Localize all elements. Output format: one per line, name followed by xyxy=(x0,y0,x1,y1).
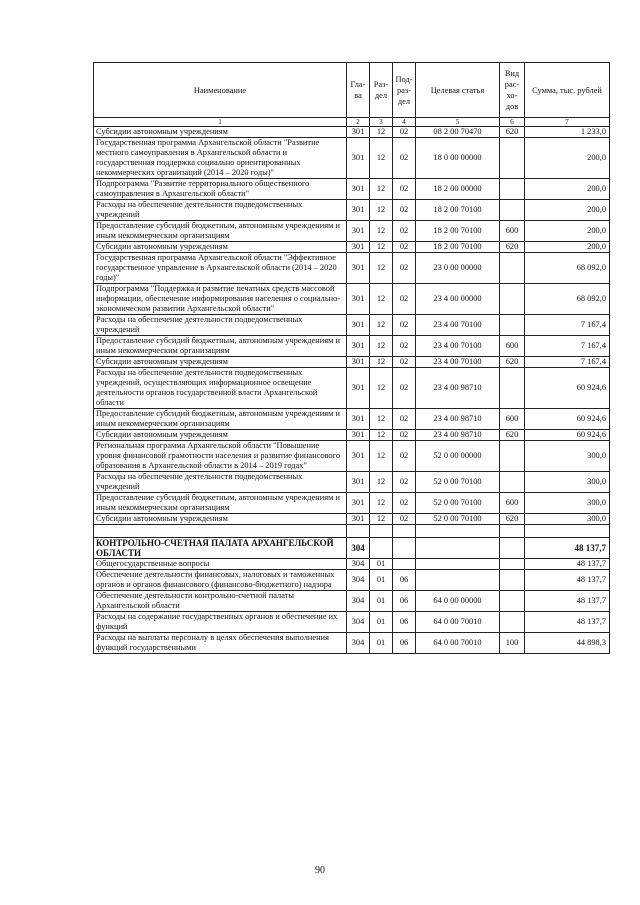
table-row xyxy=(94,514,610,525)
row-expense-type xyxy=(500,179,525,200)
row-razdel: 12 xyxy=(370,357,393,368)
row-target-article: 23 4 00 98710 xyxy=(416,409,500,430)
row-razdel: 12 xyxy=(370,253,393,284)
table-row xyxy=(94,200,610,221)
section-podrazdel xyxy=(393,538,416,559)
row-name: Государственная программа Архангельской области "Эффективное государственное управление в Архангельской области (2014 – 2020 годы)" xyxy=(94,253,347,284)
row-expense-type xyxy=(500,441,525,472)
row-sum: 48 137,7 xyxy=(525,612,610,633)
row-podrazdel: 02 xyxy=(393,200,416,221)
row-glava: 301 xyxy=(347,253,370,284)
row-expense-type xyxy=(500,253,525,284)
row-target-article: 64 0 00 70010 xyxy=(416,633,500,654)
section-target xyxy=(416,538,500,559)
row-glava: 304 xyxy=(347,570,370,591)
section-glava: 304 xyxy=(347,538,370,559)
row-name: Субсидии автономным учреждениям xyxy=(94,514,347,525)
table-row xyxy=(94,127,610,138)
section-vid xyxy=(500,538,525,559)
row-razdel: 12 xyxy=(370,221,393,242)
table-row xyxy=(94,559,610,570)
row-podrazdel: 02 xyxy=(393,253,416,284)
column-number: 3 xyxy=(370,118,393,127)
row-sum: 300,0 xyxy=(525,441,610,472)
row-sum: 300,0 xyxy=(525,472,610,493)
row-razdel: 12 xyxy=(370,242,393,253)
column-number: 2 xyxy=(347,118,370,127)
row-glava: 301 xyxy=(347,179,370,200)
table-row xyxy=(94,441,610,472)
table-row xyxy=(94,472,610,493)
row-sum: 200,0 xyxy=(525,242,610,253)
row-name: Расходы на обеспечение деятельности подведомственных учреждений, осуществляющих информационное освещение деятельности органов государственной власти Архангельской области xyxy=(94,368,347,409)
budget-table xyxy=(93,62,610,654)
row-glava: 301 xyxy=(347,514,370,525)
row-razdel: 01 xyxy=(370,559,393,570)
row-target-article: 23 0 00 00000 xyxy=(416,253,500,284)
row-glava: 301 xyxy=(347,242,370,253)
row-glava: 301 xyxy=(347,430,370,441)
row-target-article: 23 4 00 70100 xyxy=(416,357,500,368)
row-name: Общегосударственные вопросы xyxy=(94,559,347,570)
table-row xyxy=(94,336,610,357)
table-row xyxy=(94,430,610,441)
table-row xyxy=(94,138,610,179)
table-row xyxy=(94,493,610,514)
row-podrazdel: 06 xyxy=(393,591,416,612)
row-podrazdel xyxy=(393,559,416,570)
row-name: Субсидии автономным учреждениям xyxy=(94,430,347,441)
row-expense-type xyxy=(500,591,525,612)
row-expense-type: 620 xyxy=(500,514,525,525)
row-target-article: 52 0 00 70100 xyxy=(416,514,500,525)
row-name: Обеспечение деятельности контрольно-счетной палаты Архангельской области xyxy=(94,591,347,612)
row-podrazdel: 02 xyxy=(393,221,416,242)
row-name: Предоставление субсидий бюджетным, автономным учреждениям и иным некоммерческим организациям xyxy=(94,409,347,430)
row-target-article: 18 2 00 70100 xyxy=(416,242,500,253)
row-razdel: 12 xyxy=(370,368,393,409)
header-podrazdel: Под-раз-дел xyxy=(393,63,416,118)
row-razdel: 12 xyxy=(370,514,393,525)
row-sum: 7 167,4 xyxy=(525,336,610,357)
row-razdel: 12 xyxy=(370,284,393,315)
column-number: 4 xyxy=(393,118,416,127)
section-header-row xyxy=(94,538,610,559)
column-number: 6 xyxy=(500,118,525,127)
row-expense-type xyxy=(500,200,525,221)
row-sum: 68 092,0 xyxy=(525,253,610,284)
page-number: 90 xyxy=(315,865,325,876)
row-razdel: 01 xyxy=(370,591,393,612)
row-razdel: 12 xyxy=(370,138,393,179)
row-expense-type xyxy=(500,559,525,570)
row-glava: 301 xyxy=(347,200,370,221)
row-podrazdel: 02 xyxy=(393,179,416,200)
row-target-article: 23 4 00 70100 xyxy=(416,336,500,357)
row-target-article: 52 0 00 70100 xyxy=(416,472,500,493)
budget-table-sheet xyxy=(93,62,609,654)
row-sum: 200,0 xyxy=(525,138,610,179)
row-name: Подпрограмма "Развитие территориального общественного самоуправления в Архангельской области" xyxy=(94,179,347,200)
row-sum: 68 092,0 xyxy=(525,284,610,315)
row-sum: 60 924,6 xyxy=(525,430,610,441)
table-row xyxy=(94,368,610,409)
row-glava: 301 xyxy=(347,221,370,242)
row-sum: 48 137,7 xyxy=(525,591,610,612)
row-name: Субсидии автономным учреждениям xyxy=(94,242,347,253)
row-sum: 48 137,7 xyxy=(525,559,610,570)
row-expense-type xyxy=(500,472,525,493)
row-target-article: 08 2 00 70470 xyxy=(416,127,500,138)
row-name: Расходы на обеспечение деятельности подведомственных учреждений xyxy=(94,315,347,336)
row-target-article: 64 0 00 70010 xyxy=(416,612,500,633)
row-podrazdel: 02 xyxy=(393,315,416,336)
row-target-article: 52 0 00 70100 xyxy=(416,493,500,514)
row-podrazdel: 06 xyxy=(393,633,416,654)
row-razdel: 12 xyxy=(370,200,393,221)
empty-row xyxy=(94,525,610,538)
table-row xyxy=(94,591,610,612)
row-podrazdel: 02 xyxy=(393,138,416,179)
row-sum: 60 924,6 xyxy=(525,368,610,409)
row-target-article: 23 4 00 98710 xyxy=(416,430,500,441)
row-glava: 301 xyxy=(347,472,370,493)
table-row xyxy=(94,253,610,284)
table-row xyxy=(94,179,610,200)
column-number: 7 xyxy=(525,118,610,127)
table-body-second xyxy=(94,559,610,654)
row-expense-type: 600 xyxy=(500,493,525,514)
row-expense-type xyxy=(500,315,525,336)
row-sum: 300,0 xyxy=(525,493,610,514)
row-glava: 301 xyxy=(347,127,370,138)
row-expense-type: 600 xyxy=(500,409,525,430)
row-name: Расходы на содержание государственных органов и обеспечение их функций xyxy=(94,612,347,633)
header-target-article: Целевая статья xyxy=(416,63,500,118)
row-glava: 301 xyxy=(347,368,370,409)
row-name: Расходы на выплаты персоналу в целях обеспечения выполнения функций государственными xyxy=(94,633,347,654)
row-podrazdel: 02 xyxy=(393,409,416,430)
row-podrazdel: 02 xyxy=(393,514,416,525)
row-glava: 301 xyxy=(347,409,370,430)
row-expense-type: 100 xyxy=(500,633,525,654)
row-target-article: 23 4 00 00000 xyxy=(416,284,500,315)
table-body-first xyxy=(94,127,610,525)
row-razdel: 12 xyxy=(370,179,393,200)
row-glava: 301 xyxy=(347,315,370,336)
row-target-article: 64 0 00 00000 xyxy=(416,591,500,612)
row-podrazdel: 06 xyxy=(393,570,416,591)
row-razdel: 12 xyxy=(370,315,393,336)
row-razdel: 12 xyxy=(370,430,393,441)
row-name: Региональная программа Архангельской области "Повышение уровня финансовой грамотности населения и развитие финансового образования в Архангельской области в 2014 – 2019 годах" xyxy=(94,441,347,472)
row-podrazdel: 02 xyxy=(393,336,416,357)
row-name: Предоставление субсидий бюджетным, автономным учреждениям и иным некоммерческим организациям xyxy=(94,336,347,357)
row-expense-type xyxy=(500,138,525,179)
row-podrazdel: 02 xyxy=(393,441,416,472)
row-razdel: 01 xyxy=(370,633,393,654)
section-razdel xyxy=(370,538,393,559)
row-name: Предоставление субсидий бюджетным, автономным учреждениям и иным некоммерческим организациям xyxy=(94,493,347,514)
row-expense-type: 600 xyxy=(500,336,525,357)
row-razdel: 12 xyxy=(370,441,393,472)
table-row xyxy=(94,612,610,633)
row-expense-type xyxy=(500,368,525,409)
row-target-article: 18 2 00 70100 xyxy=(416,200,500,221)
row-razdel: 12 xyxy=(370,409,393,430)
row-podrazdel: 02 xyxy=(393,430,416,441)
row-razdel: 12 xyxy=(370,493,393,514)
section-sum: 48 137,7 xyxy=(525,538,610,559)
row-podrazdel: 02 xyxy=(393,357,416,368)
header-razdel: Раз-дел xyxy=(370,63,393,118)
row-glava: 301 xyxy=(347,138,370,179)
row-expense-type: 620 xyxy=(500,242,525,253)
column-number: 5 xyxy=(416,118,500,127)
row-target-article: 23 4 00 98710 xyxy=(416,368,500,409)
row-sum: 200,0 xyxy=(525,221,610,242)
row-glava: 301 xyxy=(347,284,370,315)
row-target-article: 18 0 00 00000 xyxy=(416,138,500,179)
row-expense-type: 600 xyxy=(500,221,525,242)
row-expense-type: 620 xyxy=(500,127,525,138)
row-sum: 200,0 xyxy=(525,179,610,200)
header-sum: Сумма, тыс. рублей xyxy=(525,63,610,118)
row-sum: 60 924,6 xyxy=(525,409,610,430)
row-target-article xyxy=(416,559,500,570)
row-razdel: 12 xyxy=(370,127,393,138)
row-sum: 7 167,4 xyxy=(525,315,610,336)
row-name: Предоставление субсидий бюджетным, автономным учреждениям и иным некоммерческим организациям xyxy=(94,221,347,242)
row-razdel: 01 xyxy=(370,612,393,633)
table-row xyxy=(94,570,610,591)
table-row xyxy=(94,315,610,336)
row-target-article: 18 2 00 00000 xyxy=(416,179,500,200)
column-number-row xyxy=(94,118,610,127)
row-target-article xyxy=(416,570,500,591)
row-podrazdel: 02 xyxy=(393,127,416,138)
table-header-row xyxy=(94,63,610,118)
row-name: Субсидии автономным учреждениям xyxy=(94,127,347,138)
row-razdel: 01 xyxy=(370,570,393,591)
row-glava: 301 xyxy=(347,493,370,514)
row-expense-type xyxy=(500,570,525,591)
table-row xyxy=(94,221,610,242)
row-glava: 304 xyxy=(347,591,370,612)
row-expense-type: 620 xyxy=(500,357,525,368)
row-name: Расходы на обеспечение деятельности подведомственных учреждений xyxy=(94,200,347,221)
row-name: Субсидии автономным учреждениям xyxy=(94,357,347,368)
row-podrazdel: 02 xyxy=(393,368,416,409)
row-name: Подпрограмма "Поддержка и развитие печатных средств массовой информации, обеспечение информирования населения о социально-экономическом развитии Архангельской области" xyxy=(94,284,347,315)
table-row xyxy=(94,409,610,430)
row-sum: 48 137,7 xyxy=(525,570,610,591)
column-number: 1 xyxy=(94,118,347,127)
header-glava: Гла-ва xyxy=(347,63,370,118)
table-row xyxy=(94,242,610,253)
row-sum: 7 167,4 xyxy=(525,357,610,368)
row-razdel: 12 xyxy=(370,472,393,493)
table-row xyxy=(94,633,610,654)
row-sum: 44 898,3 xyxy=(525,633,610,654)
row-glava: 301 xyxy=(347,357,370,368)
row-podrazdel: 02 xyxy=(393,284,416,315)
row-target-article: 18 2 00 70100 xyxy=(416,221,500,242)
row-sum: 300,0 xyxy=(525,514,610,525)
header-expense-type: Вид рас-хо-дов xyxy=(500,63,525,118)
row-razdel: 12 xyxy=(370,336,393,357)
section-name: КОНТРОЛЬНО-СЧЕТНАЯ ПАЛАТА АРХАНГЕЛЬСКОЙ ОБЛАСТИ xyxy=(94,538,347,559)
row-expense-type xyxy=(500,284,525,315)
row-sum: 1 233,0 xyxy=(525,127,610,138)
row-name: Расходы на обеспечение деятельности подведомственных учреждений xyxy=(94,472,347,493)
row-podrazdel: 06 xyxy=(393,612,416,633)
row-target-article: 23 4 00 70100 xyxy=(416,315,500,336)
row-podrazdel: 02 xyxy=(393,472,416,493)
row-podrazdel: 02 xyxy=(393,493,416,514)
header-name: Наименование xyxy=(94,63,347,118)
row-glava: 301 xyxy=(347,441,370,472)
row-glava: 304 xyxy=(347,559,370,570)
table-gap-section xyxy=(94,525,610,559)
row-name: Обеспечение деятельности финансовых, налоговых и таможенных органов и органов финансового (финансово-бюджетного) надзора xyxy=(94,570,347,591)
row-glava: 304 xyxy=(347,633,370,654)
table-row xyxy=(94,357,610,368)
row-glava: 301 xyxy=(347,336,370,357)
row-expense-type: 620 xyxy=(500,430,525,441)
row-podrazdel: 02 xyxy=(393,242,416,253)
row-sum: 200,0 xyxy=(525,200,610,221)
row-expense-type xyxy=(500,612,525,633)
row-target-article: 52 0 00 00000 xyxy=(416,441,500,472)
row-name: Государственная программа Архангельской области "Развитие местного самоуправления в Архангельской области и государственная поддержка социально ориентированных некоммерческих организаций (2014 – 2020 годы)" xyxy=(94,138,347,179)
row-glava: 304 xyxy=(347,612,370,633)
table-row xyxy=(94,284,610,315)
